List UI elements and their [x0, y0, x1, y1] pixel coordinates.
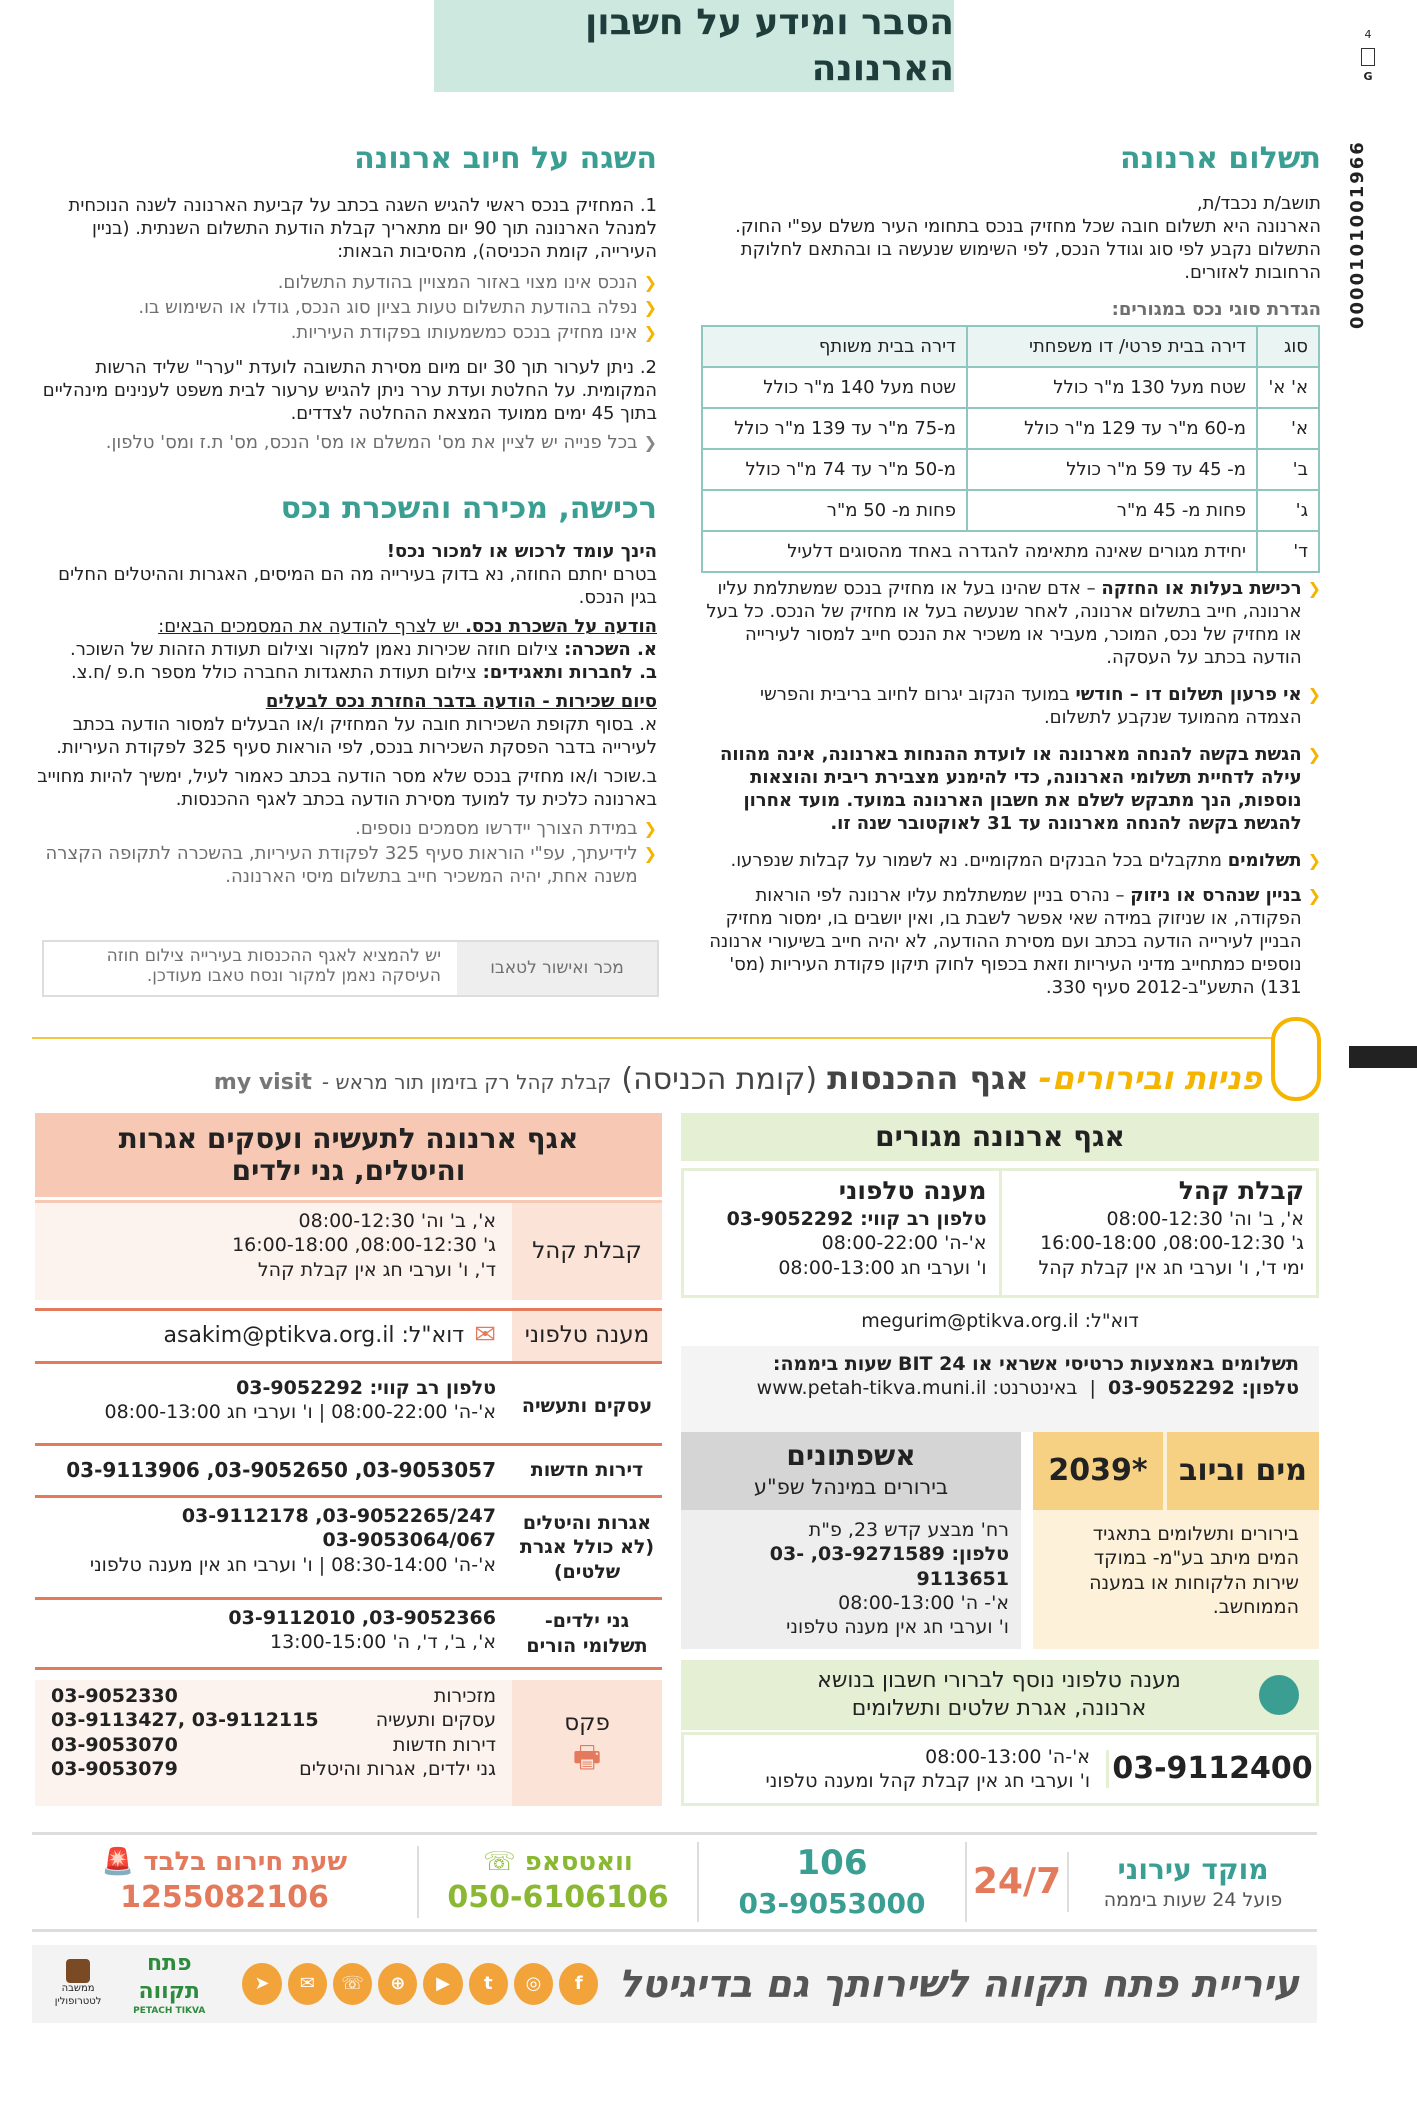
extra-phone-number: 03-9112400 [1106, 1750, 1316, 1788]
page-letter: G [1363, 70, 1373, 83]
paperclip-icon [1271, 1017, 1321, 1101]
list-item: ❮ בניין שנהרס או ניזוק – נהרס בניין שמשתלמת עליו ארנונה לפי הוראות הפקודה, או שניזוק במידה שאי אפשר לשבת בו, ואין יושבים בו, ימסור מחזיק הבניין לעירייה הודעה בכתב ועם מסירת ההודעה, לא יהיה חייב בשיעורי ארנונה נוספים כמתחייב מדיני העיריות וזאת בכפוף לחוק תיקון פקודת העיריות (מס' 131) התשע"ב-2012 סעיף 330. [709, 885, 1321, 999]
side-tab [1349, 1046, 1417, 1068]
table-title: הגדרת סוגי נכס במגורים: [1111, 299, 1321, 320]
contact-bar: מוקד עירוני פועל 24 שעות ביממה 24/7 106 03-9053000 וואטסאפ ☏ 050-6106106 שעת חירום בלבד 🚨 1255082106 [32, 1832, 1317, 1932]
page-box-icon [1361, 48, 1375, 66]
table-row: ג' פחות מ- 45 מ"ר פחות מ- 50 מ"ר [702, 490, 1319, 531]
fax-box: פקס 🖶 מזכירות 03-9052330 עסקים ותעשיה 03-9112115 ,03-9113427 דירות חדשות 03-9053070 גני ילדים, אגרות והיטלים 03-9053079 [35, 1680, 662, 1806]
page-number: 4 [1364, 28, 1372, 41]
list-item: ❮ הנכס אינו מצוי באזור המצויין בהודעת התשלום. [277, 272, 657, 294]
payments-box: תשלומים באמצעות כרטיסי אשראי או BIT 24 שעות ביממה: טלפון: 03-9052292 | באינטרנט: www.petah-tikva.muni.il [681, 1346, 1319, 1432]
city-logo: פתח תקווה PETACH TIKVA [133, 1951, 206, 2017]
page-title: הסבר ומידע על חשבון הארנונה [434, 0, 954, 92]
inquiries-line: פניות ובירורים- אגף ההכנסות (קומת הכניסה) קבלת קהל רק בזימון תור מראש - my visit [213, 1059, 1262, 1097]
divider [32, 1037, 1317, 1039]
business-email[interactable]: דוא"ל: asakim@ptikva.org.il [163, 1322, 465, 1348]
table-row: ב' מ- 45 עד 59 מ"ר כולל מ-50 מ"ר עד 74 מ"ר כולל [702, 449, 1319, 490]
whatsapp-social-icon[interactable]: ☏ [333, 1963, 372, 2005]
table-row: דירות חדשות 03-9053057, 03-9052650, 03-9113906 [35, 1446, 662, 1498]
purchase-title: רכישה, מכירה והשכרת נכס [280, 491, 657, 526]
footer-slogan: עיריית פתח תקווה לשירותך גם בדיגיטל [618, 1961, 1299, 2006]
water-box [1033, 1432, 1319, 1649]
residential-title: אגף ארנונה מגורים [681, 1113, 1319, 1161]
siren-icon: 🚨 [101, 1847, 135, 1878]
list-item: ❮ רכישת בעלות או החזקה – אדם שהינו בעל או מחזיק בנכס שמשתלמת עליו ארנונה, חייב בתשלום ארנונה, לאחר שנעשה בעל או מחזיק של הנכס. כל בעל או מחזיק של נכס, המוכר, מעביר או משכיר את הנכס חייב למסור לעירייה הודעה בכתב על העסקה. [706, 578, 1321, 669]
water-code: *2039 [1033, 1432, 1163, 1510]
business-reception: קבלת קהל א', ב' וה' 08:00-12:30 ג' 08:00-12:30, 16:00-18:00 ד', ו' וערבי חג אין קבלת קהל [35, 1200, 662, 1300]
printer-icon: 🖶 [572, 1739, 602, 1775]
extra-phone-header: מענה טלפוני נוסף לברורי חשבון בנושא ארנונה, אגרת שלטים ותשלומים [681, 1660, 1319, 1730]
residential-email[interactable]: דוא"ל: megurim@ptikva.org.il [861, 1309, 1139, 1332]
business-rows [35, 1370, 662, 1670]
table-row: א' א' שטח מעל 130 מ"ר כולל שטח מעל 140 מ"ר כולל [702, 367, 1319, 408]
table-row: א' מ-60 מ"ר עד 129 מ"ר כולל מ-75 מ"ר עד 139 מ"ר כולל [702, 408, 1319, 449]
objection-section: 1. המחזיק בנכס ראשי להגיש השגה בכתב על קביעת הארנונה לשנה הנוכחית למנהל הארנונה תוך 90 יום מתאריך קבלת הודעת התשלום השנתית. (בניין העירייה, קומת הכניסה), מהסיבות הבאות: ❮ הנכס אינו מצוי באזור המצויין בהודעת התשלום. ❮ נפלה בהודעת התשלום טעות בציון סוג הנכס, גודלו או השימוש בו. ❮ אינו מחזיק בנכס כמשמעותו בפקודת העיריות. 2. ניתן לערור תוך 30 יום מיום מסירת התשובה לועדת "ערר" שליד הרשות המקומית. על החלטת ועדת ערר ניתן להגיש ערעור לבית משפט לענינים מינהליים בתוך 45 ימים ממועד המצאת ההחלטה לצדדים. ❮ בכל פנייה יש לציין את מס' המשלם או מס' הנכס, מס' ת.ז ומס' טלפון. [32, 194, 657, 454]
footer [32, 1945, 1317, 2023]
water-title: מים וביוב [1167, 1432, 1319, 1510]
city-seal: ממשבה לטטרופולין [50, 1959, 106, 2009]
list-item: ❮ תשלומים מתקבלים בכל הבנקים המקומיים. נא לשמור על קבלות שנפרעו. [730, 850, 1321, 872]
table-header: דירה בבית משותף [702, 326, 967, 367]
web-icon[interactable]: ⊕ [378, 1963, 417, 2005]
list-item: ❮ הגשת בקשה להנחה מארנונה או לועדת ההנחות בארנונה, אינה מהווה עילה לדחיית תשלומי הארנונה, כדי להימנע מצבירת ריבית והוצאות נוספות, הנך מתבקש לשלם את חשבון הארנונה במועד. מועד אחרון להגשת בקשה להנחה מארנונה עד 31 לאוקטובר שנה זו. [720, 744, 1321, 835]
list-item: ❮ אינו מחזיק בנכס כמשמעותו בפקודת העיריות. [290, 322, 657, 344]
bankruptcy-title: אשפתונים [786, 1439, 916, 1472]
table-header: סוג [1257, 326, 1319, 367]
extra-phone-body: 03-9112400 א'-ה' 08:00-13:00 ו' וערבי חג אין קבלת קהל ומענה טלפוני [681, 1732, 1319, 1806]
payment-intro: תושב/ת נכבד/ת, הארנונה היא תשלום חובה שכל מחזיק בנכס בתחומי העיר משלם עפ"י החוק. התשלום נקבע לפי סוג וגודל הנכס, לפי השימוש שנעשה בו ובהתאם לחלוקת הרחובות לאזורים. [735, 193, 1321, 284]
mail-social-icon[interactable]: ✉ [288, 1963, 327, 2005]
business-email-row: מענה טלפוני ✉ דוא"ל: asakim@ptikva.org.il [35, 1308, 662, 1364]
deed-box-label: מכר ואישור לטאבו [457, 942, 657, 995]
list-item: ❮ נפלה בהודעת התשלום טעות בציון סוג הנכס, גודלו או השימוש בו. [138, 297, 657, 319]
purchase-section: הינך עומד לרכוש או למכור נכס! בטרם יחתם החוזה, נא בדוק בעירייה מה הם המיסים, האגרות וההיטלים החלים בגין הנכס. הודעה על השכרת נכס. יש לצרף להודעה את המסמכים הבאים: א. השכרה: צילום חוזה שכירות נאמן למקור וצילום תעודת הזהות של השוכר. ב. לחברות ותאגידים: צילום תעודת התאגדות החברה כולל מספר ח.פ /ח.צ. סיום שכירות - הודעה בדבר החזרת נכס לבעלים א. בסוף תקופת השכירות חובה על המחזיק ו/או הבעלים למסור הודעה בכתב לעירייה בדבר הפסקת השכירות בנכס, לפי הוראות סעיף 325 לפקודת העיריות. ב.שוכר ו/או מחזיק בנכס שלא מסר הודעה בכתב כאמור לעיל, ימשיך להיות מחוייב בארנונה כלכית עד למועד מסירת הודעה בכתב לאגף ההכנסות. ❮ במידת הצורך יידרשו מסמכים נוספים. ❮ לידיעתך, עפ"י הוראות סעיף 325 לפקודת העיריות, בהשכרה לתקופה הקצרה משנה אחת, יהיה המשכיר חייב בתשלום מיסי הארנונה. [32, 540, 657, 888]
property-types-table [701, 325, 1320, 573]
whatsapp-icon: ☏ [483, 1847, 516, 1878]
residential-info: קבלת קהל א', ב' וה' 08:00-12:30 ג' 08:00-12:30, 16:00-18:00 ימי ד', ו' וערבי חג אין קבלת קהל מענה טלפוני טלפון רב קווי: 03-9052292 א'-ה' 08:00-22:00 ו' וערבי חג 08:00-13:00 [681, 1168, 1319, 1298]
list-item: ❮ אי פרעון תשלום דו – חודשי במועד הנקוב יגרום לחיוב בריבית והפרשי הצמדה מהמועד שנקבע לתשלום. [759, 684, 1321, 729]
table-row: אגרות והיטלים (לא כולל אגרת שלטים) 03-9052265/247, 03-9112178 03-9053064/067 א'-ה' 08:30-14:00 | ו' וערבי חג אין מענה טלפוני [35, 1498, 662, 1600]
youtube-icon[interactable]: ▶ [423, 1963, 462, 2005]
side-number: 0000101001966 [1347, 140, 1368, 329]
table-row: עסקים ותעשיה טלפון רב קווי: 03-9052292 א'-ה' 08:00-22:00 | ו' וערבי חג 08:00-13:00 [35, 1370, 662, 1446]
deed-box [42, 940, 659, 997]
table-header: דירה בבית פרטי/ דו משפחתי [967, 326, 1257, 367]
bankruptcy-box: אשפתונים בירורים במינהל שפ"ע רח' מבצע קדש 23, פ"ת טלפון: 03-9271589, 03-9113651 א'- ה' 08:00-13:00 ו' וערבי חג אין מענה טלפוני [681, 1432, 1021, 1649]
telegram-icon[interactable]: ➤ [242, 1963, 281, 2005]
instagram-icon[interactable]: ◎ [514, 1963, 553, 2005]
payment-title: תשלום ארנונה [1119, 141, 1321, 176]
objection-title: השגה על חיוב ארנונה [354, 141, 657, 176]
table-row: גני ילדים- תשלומי הורים 03-9052366, 03-9112010 א', ב', ד', ה' 13:00-15:00 [35, 1600, 662, 1670]
headset-icon [1259, 1675, 1299, 1715]
facebook-icon[interactable]: f [559, 1963, 598, 2005]
mail-icon: ✉ [474, 1320, 496, 1351]
business-title: אגף ארנונה לתעשיה ועסקים אגרות והיטלים, גני ילדים [35, 1113, 662, 1197]
water-text: בירורים ותשלומים בתאגיד המים מיתב בע"מ- במוקד שירות הלקוחות או במענה הממוחשב. [1089, 1523, 1299, 1618]
list-item: ❮ במידת הצורך יידרשו מסמכים נוספים. [355, 818, 657, 840]
payment-bullets [701, 577, 1321, 1000]
twitter-icon[interactable]: t [469, 1963, 508, 2005]
table-row: ד' יחידת מגורים שאינה מתאימה להגדרה באחד מהסוגים דלעיל [702, 531, 1319, 572]
list-item: ❮ לידיעתך, עפ"י הוראות סעיף 325 לפקודת העיריות, בהשכרה לתקופה הקצרה משנה אחת, יהיה המשכיר חייב בתשלום מיסי הארנונה. [45, 843, 657, 888]
list-item: ❮ בכל פנייה יש לציין את מס' המשלם או מס' הנכס, מס' ת.ז ומס' טלפון. [105, 432, 657, 454]
deed-box-text: יש להמציא לאגף ההכנסות בעירייה צילום חוזה העיסקה נאמן למקור ונסח טאבו מעודכן. [106, 946, 441, 987]
